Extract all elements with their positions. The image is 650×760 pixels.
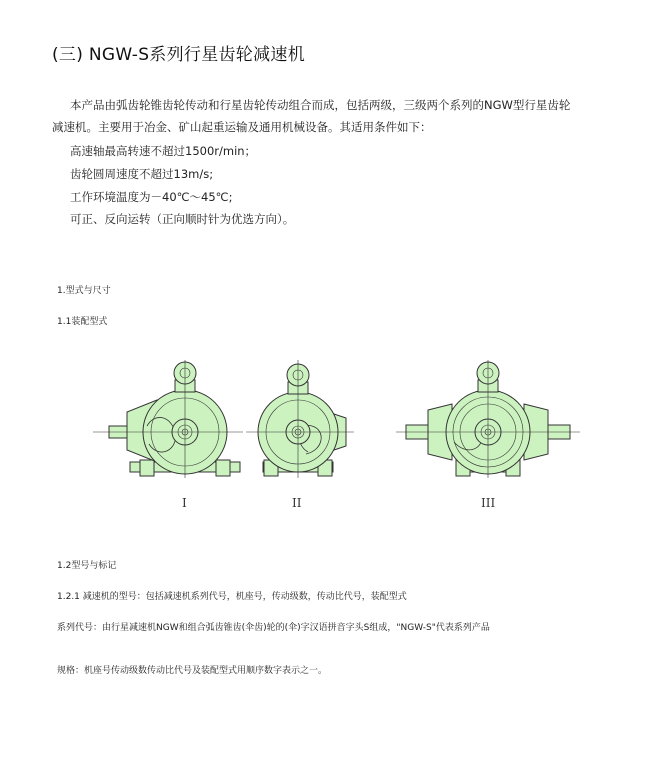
assembly-label-1: I (182, 496, 187, 510)
spec-text: 规格：机座号传动级数传动比代号及装配型式用顺序数字表示之一。 (57, 666, 328, 676)
section-heading-1-2-1: 1.2.1 减速机的型号：包括减速机系列代号，机座号，传动级数，传动比代号，装配型式 (57, 592, 407, 602)
condition-item: 高速轴最高转速不超过1500r/min； (70, 144, 257, 158)
condition-item: 可正、反向运转（正向顺时针为优选方向）。 (70, 212, 295, 226)
page-title: (三) NGW-S系列行星齿轮减速机 (52, 45, 306, 65)
assembly-drawings (0, 360, 650, 490)
assembly-type-2-drawing (246, 360, 354, 478)
intro-line-1: 本产品由弧齿轮锥齿轮传动和行星齿轮传动组合而成，包括两级，三级两个系列的NGW型行星齿轮 (70, 98, 571, 112)
assembly-label-3: III (481, 496, 496, 510)
condition-item: 工作环境温度为－40℃～45℃; (70, 190, 233, 204)
section-heading-1-2: 1.2型号与标记 (57, 561, 117, 571)
section-heading-1-1: 1.1装配型式 (57, 317, 108, 327)
series-code-text: 系列代号：由行星减速机NGW和组合弧齿锥齿(伞齿)轮的(伞)字汉语拼音字头S组成，"NGW-S"代表系列产品 (57, 623, 490, 633)
assembly-type-1-drawing (93, 360, 243, 478)
assembly-type-3-drawing (396, 360, 580, 478)
condition-item: 齿轮圆周速度不超过13m/s; (70, 167, 214, 181)
section-heading-1: 1.型式与尺寸 (57, 286, 111, 296)
intro-line-2: 减速机。主要用于冶金、矿山起重运输及通用机械设备。其适用条件如下： (52, 120, 432, 134)
assembly-label-2: II (292, 496, 302, 510)
